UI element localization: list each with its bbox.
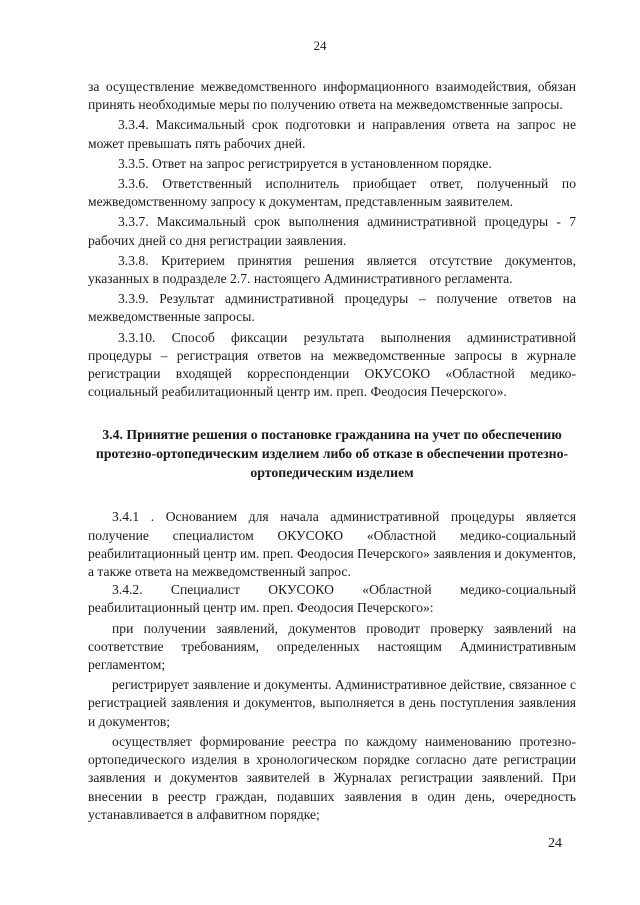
- paragraph: 3.3.4. Максимальный срок подготовки и направления ответа на запрос не может превышать пять рабочих дней.: [88, 117, 576, 151]
- section-heading: 3.4. Принятие решения о постановке гражданина на учет по обеспечению протезно-ортопедическим изделием либо об отказе в обеспечении протезно-ортопедическим изделием: [95, 427, 569, 481]
- paragraph: 3.3.6. Ответственный исполнитель приобщает ответ, полученный по межведомственному запросу к документам, представленным заявителем.: [88, 176, 576, 210]
- document-body: [88, 78, 576, 824]
- list-item: осуществляет формирование реестра по каждому наименованию протезно-ортопедического изделия в хронологическом порядке согласно дате регистрации заявления и документов заявителей в Журналах регистрации заявлений. При внесении в реестр граждан, подавших заявления в один день, очередность устанавливается в алфавитном порядке;: [88, 733, 576, 822]
- paragraph: 3.3.9. Результат административной процедуры – получение ответов на межведомственные запросы.: [88, 291, 576, 325]
- paragraph: 3.4.1 . Основанием для начала административной процедуры является получение специалистом ОКУСОКО «Областной медико-социальный реабилитационный центр им. преп. Феодосия Печерского» заявления и документов, а также ответа на межведомственный запрос.: [88, 509, 576, 580]
- paragraph: 3.3.5. Ответ на запрос регистрируется в установленном порядке.: [118, 155, 492, 171]
- paragraph: за осуществление межведомственного информационного взаимодействия, обязан принять необходимые меры по получению ответа на межведомственные запросы.: [88, 79, 576, 113]
- page-number-bottom: 24: [548, 836, 562, 851]
- paragraph: 3.3.10. Способ фиксации результата выполнения административной процедуры – регистрация ответов на межведомственные запросы в журнале регистрации входящей корреспонденции ОКУСОКО «Областной медико-социальный реабилитационный центр им. преп. Феодосия Печерского».: [88, 329, 576, 400]
- paragraph: 3.3.8. Критерием принятия решения является отсутствие документов, указанных в подразделе 2.7. настоящего Административного регламента.: [88, 252, 576, 287]
- paragraph: 3.3.7. Максимальный срок выполнения административной процедуры - 7 рабочих дней со дня регистрации заявления.: [88, 214, 576, 248]
- page-number-top: 24: [313, 38, 327, 53]
- paragraph: 3.4.2. Специалист ОКУСОКО «Областной медико-социальный реабилитационный центр им. преп. Феодосия Печерского»:: [88, 582, 576, 616]
- list-item: при получении заявлений, документов проводит проверку заявлений на соответствие требованиям, определенных настоящим Административным регламентом;: [88, 620, 576, 673]
- list-item: регистрирует заявление и документы. Административное действие, связанное с регистрацией заявления и документов, выполняется в день поступления заявления и документов;: [88, 677, 576, 729]
